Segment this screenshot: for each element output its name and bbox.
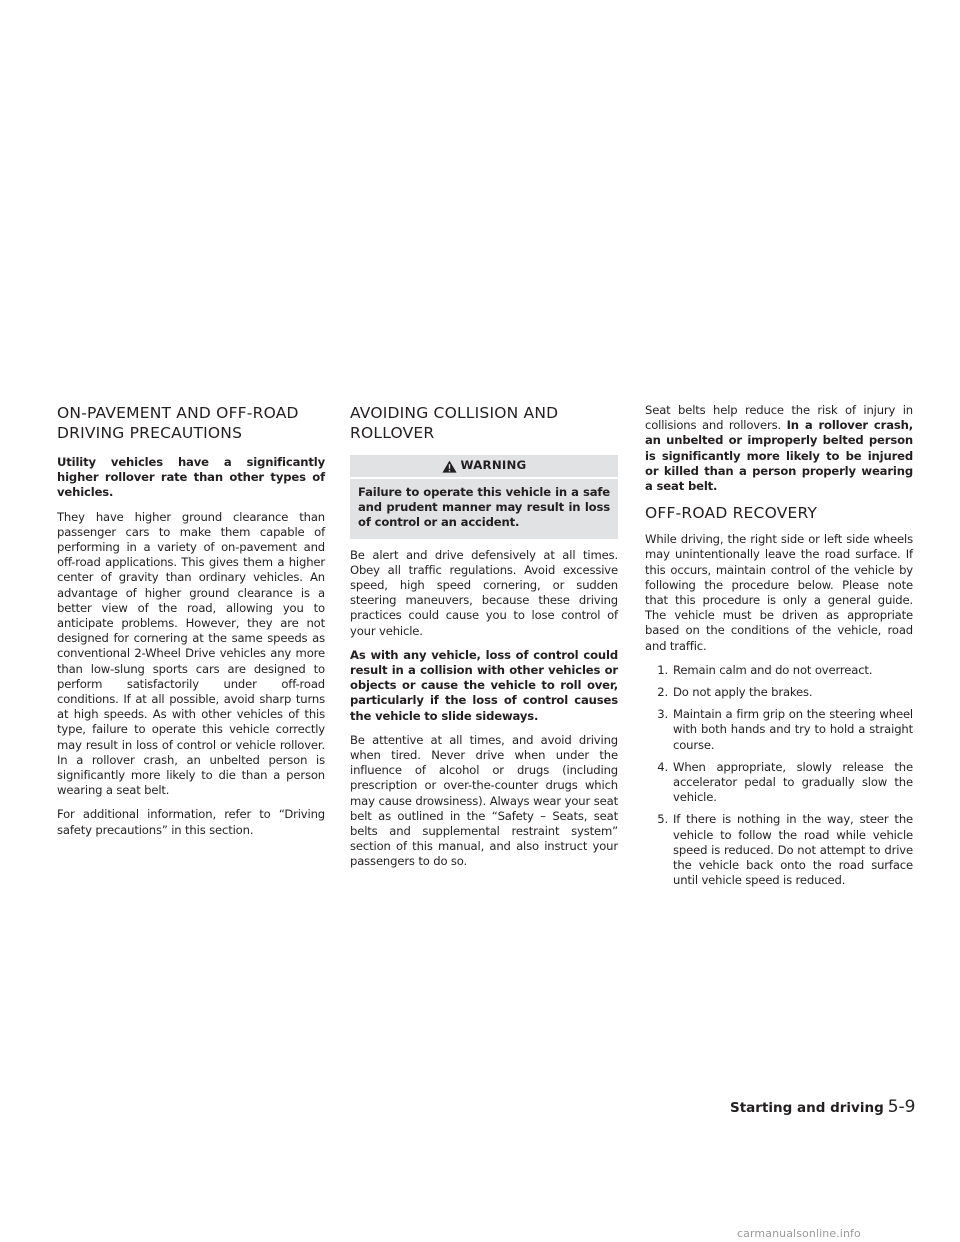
body-paragraph: Be attentive at all times, and avoid driving when tired. Never drive when under the influence of alcohol or drugs (including prescription or over-the-counter drugs which may cause drowsiness). Always wear your seat belt as outlined in the “Safety – Seats, seat belts and supplemental restraint system” section of this manual, and also instruct your passengers to do so. [350,732,618,869]
step-text: Remain calm and do not overreact. [673,662,873,677]
warning-triangle-icon [442,460,457,473]
step-text: Maintain a firm grip on the steering wheel with both hands and try to hold a straight course. [673,707,913,752]
step-text: Do not apply the brakes. [673,685,813,700]
section-heading-avoiding-collision: AVOIDING COLLISION AND ROLLOVER [350,404,559,442]
step-text: If there is nothing in the way, steer the vehicle to follow the road while vehicle speed is reduced. Do not attempt to drive the vehicle back onto the road surface until vehicle speed is reduced. [673,812,913,888]
column-middle [350,403,618,879]
column-right [645,403,913,895]
column-left [57,403,325,847]
list-item [645,812,913,888]
page-number: 5-9 [887,1097,916,1117]
warning-text: Failure to operate this vehicle in a safe and prudent manner may result in loss of control or an accident. [358,485,610,530]
body-paragraph: They have higher ground clearance than passenger cars to make them capable of performing in a variety of on-pavement and off-road applications. This gives them a higher center of gravity than ordinary vehicles. An advantage of higher ground clearance is a better view of the road, allowing you to anticipate problems. However, they are not designed for cornering at the same speeds as conventional 2-Wheel Drive vehicles any more than low-slung sports cars are designed to perform satisfactorily under off-road conditions. If at all possible, avoid sharp turns at high speeds. As with other vehicles of this type, failure to operate this vehicle correctly may result in loss of control or vehicle rollover. In a rollover crash, an unbelted person is significantly more likely to die than a person wearing a seat belt. [57,509,325,798]
warning-label: WARNING [460,458,527,473]
lead-paragraph: Utility vehicles have a significantly higher rollover rate than other types of vehicles. [57,455,325,500]
body-paragraph: While driving, the right side or left side wheels may unintentionally leave the road surface. If this occurs, maintain control of the vehicle by following the procedure below. Please note that this procedure is only a general guide. The vehicle must be driven as appropriate based on the conditions of the vehicle, road and traffic. [645,532,913,653]
footer-section-title: Starting and driving [730,1100,884,1116]
list-item [645,685,913,700]
watermark: carmanualsonline.info [737,1227,861,1240]
bold-paragraph: As with any vehicle, loss of control could result in a collision with other vehicles or objects or cause the vehicle to roll over, particularly if the loss of control causes the vehicle to slide sideways. [350,647,618,723]
list-item [645,707,913,753]
section-heading-off-road-recovery: OFF-ROAD RECOVERY [645,504,818,523]
page-footer [730,1097,916,1117]
warning-box [350,455,618,539]
section-heading-on-pavement: ON-PAVEMENT AND OFF-ROAD DRIVING PRECAUTIONS [57,404,299,442]
step-number: 3. [657,707,668,722]
seat-belt-paragraph [645,403,913,494]
step-text: When appropriate, slowly release the accelerator pedal to gradually slow the vehicle. [673,759,913,805]
recovery-steps-list [645,663,913,889]
step-number: 4. [657,759,668,774]
seat-belt-text: Seat belts help reduce the risk of injury in collisions and rollovers. [645,403,913,433]
list-item [645,663,913,678]
step-number: 2. [657,685,668,700]
seat-belt-bold-text: In a rollover crash, an unbelted or improperly belted person is significantly more likely to be injured or killed than a person properly wearing a seat belt. [645,418,913,494]
warning-header [350,455,618,479]
step-number: 1. [657,662,668,677]
step-number: 5. [657,812,668,827]
list-item [645,760,913,806]
body-paragraph: Be alert and drive defensively at all times. Obey all traffic regulations. Avoid excessive speed, high speed cornering, or sudden steering maneuvers, because these driving practices could cause you to lose control of your vehicle. [350,547,618,638]
body-paragraph: For additional information, refer to “Driving safety precautions” in this section. [57,807,325,837]
